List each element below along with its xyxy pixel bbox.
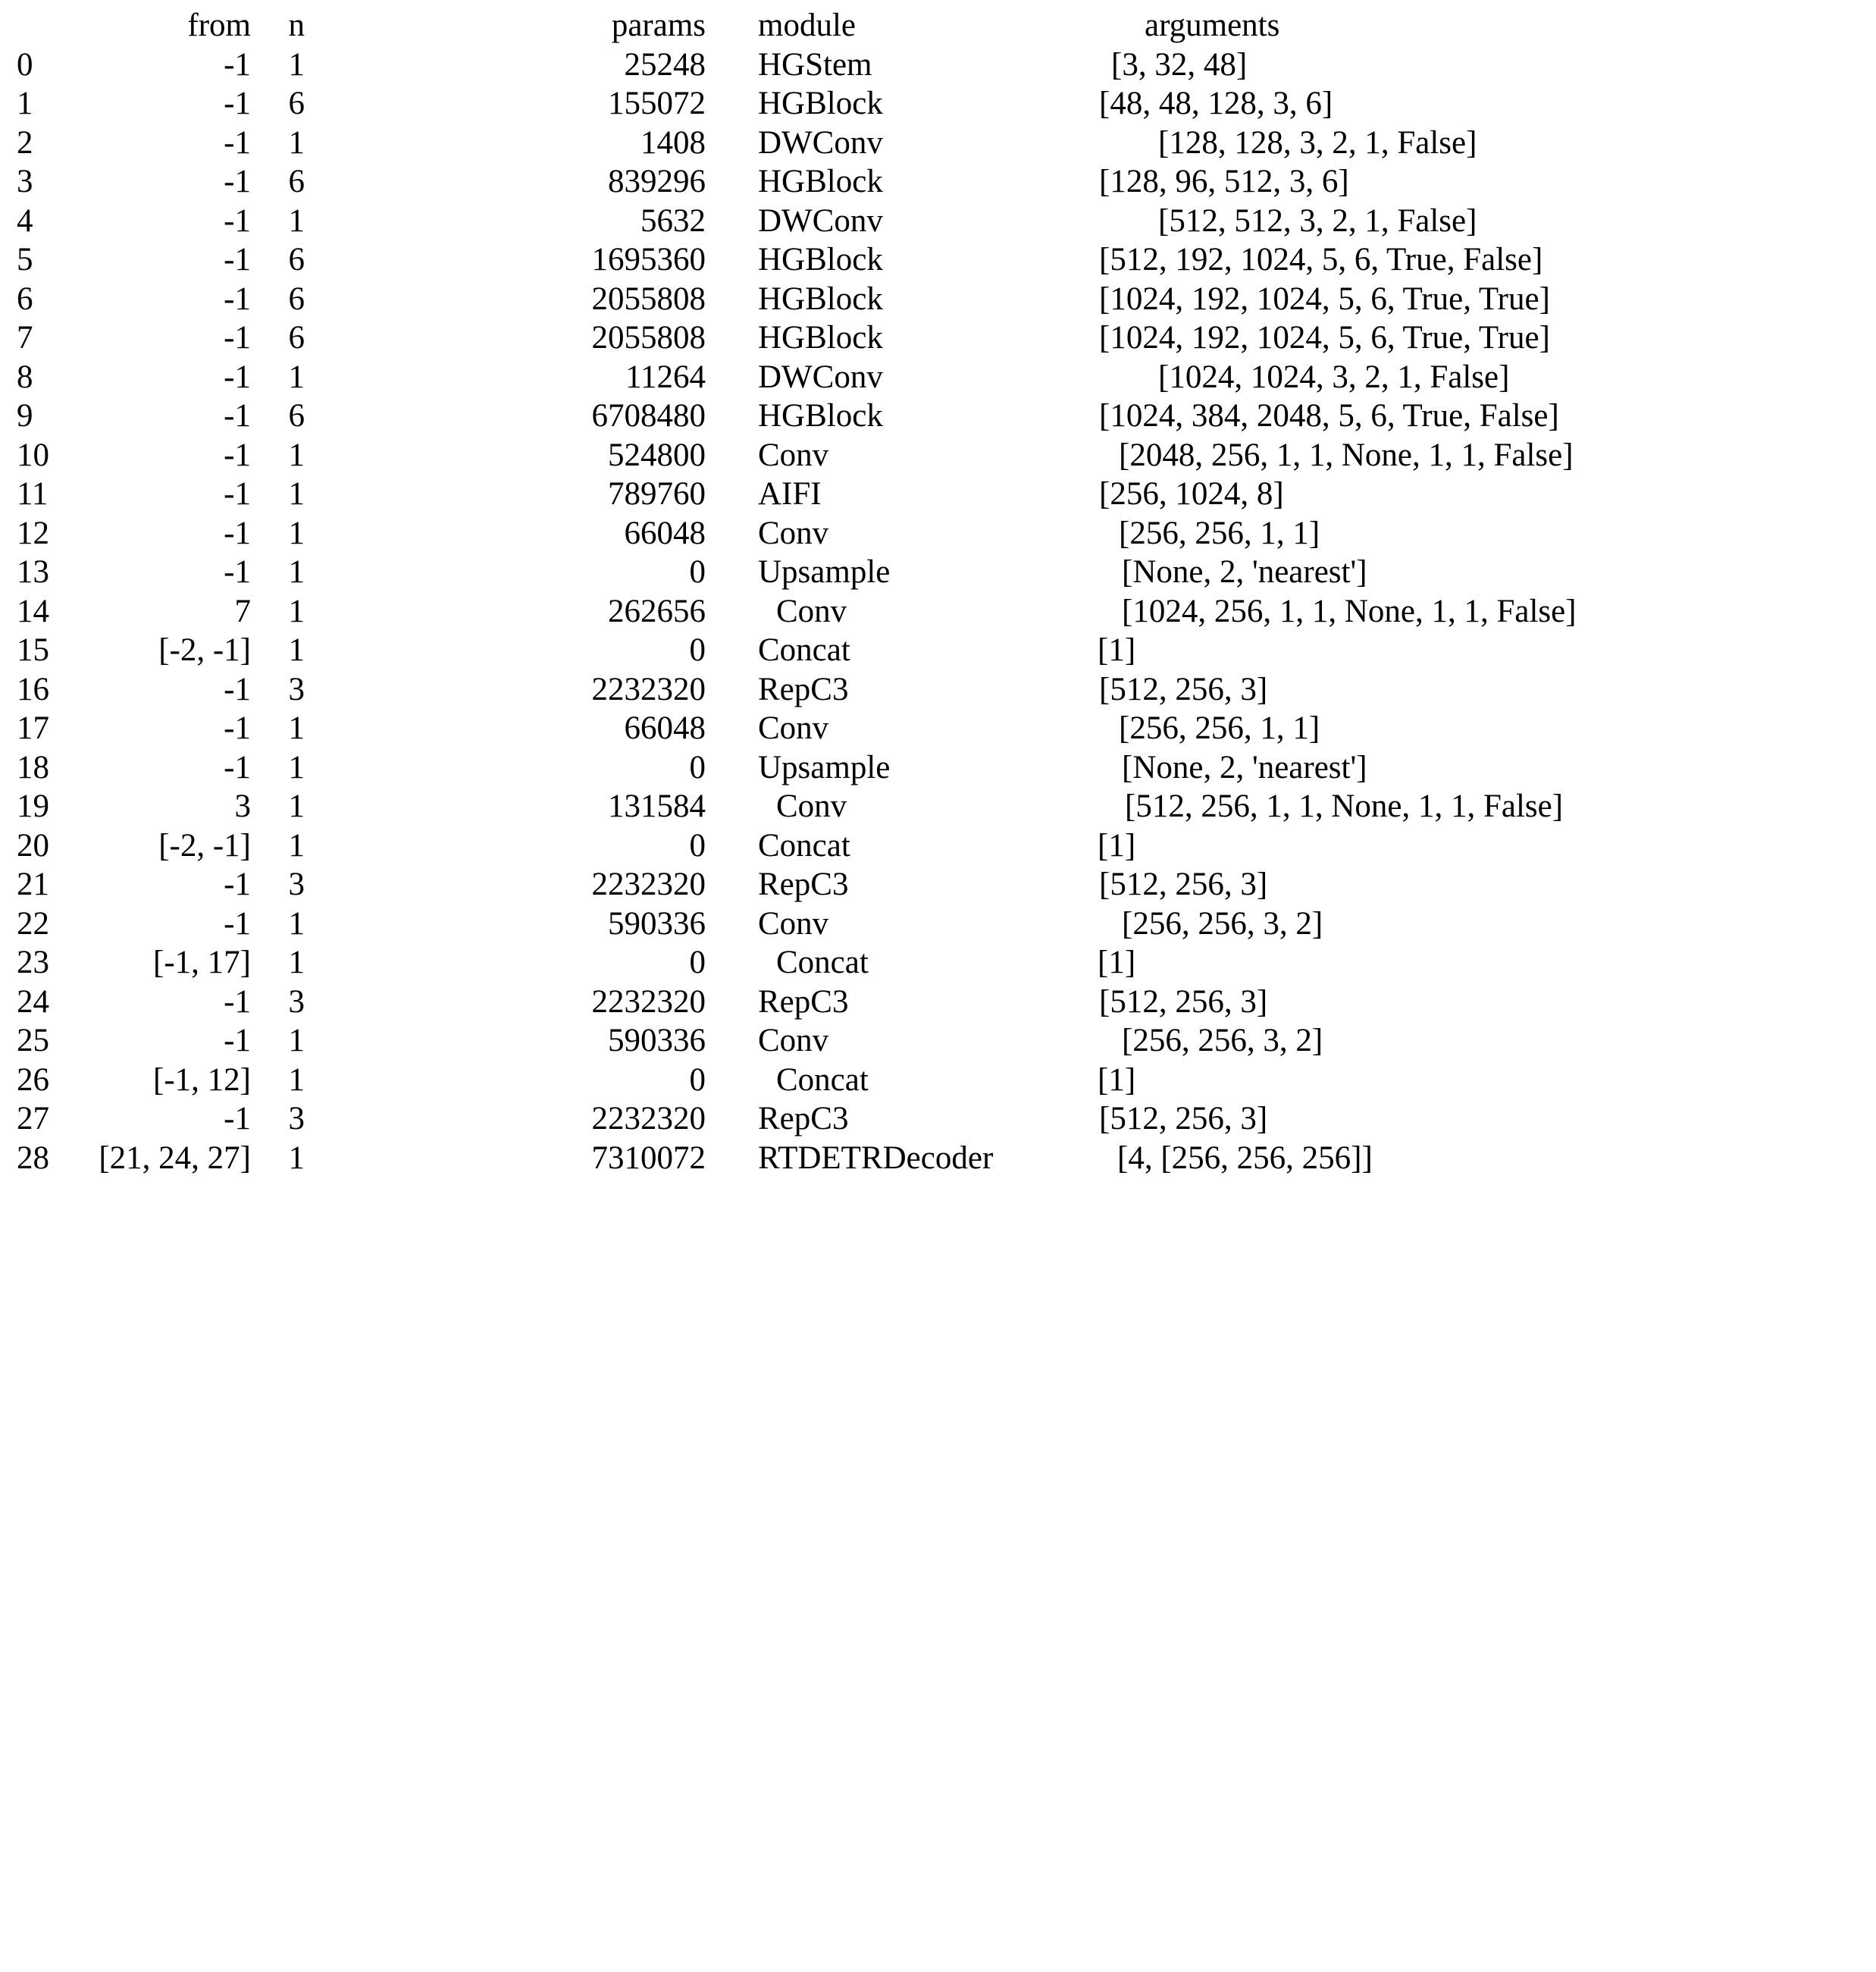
table-row [0,748,1876,788]
cell-params: 131584 [608,788,706,824]
cell-params: 0 [689,632,706,668]
cell-from: [21, 24, 27] [99,1140,251,1176]
cell-params: 262656 [608,593,706,629]
cell-n: 1 [288,515,305,551]
table-row [0,358,1876,397]
cell-n: 1 [288,476,305,512]
cell-layer-index: 15 [17,632,49,668]
cell-params: 5632 [640,202,706,239]
cell-layer-index: 27 [17,1101,49,1136]
cell-params: 6708480 [591,398,706,434]
table-row [0,787,1876,826]
cell-module: Conv [776,593,847,629]
column-header-from: from [187,8,251,43]
cell-params: 789760 [608,476,706,512]
cell-layer-index: 3 [17,164,33,199]
cell-n: 1 [288,945,305,980]
cell-module: Conv [776,788,847,824]
cell-n: 1 [288,359,305,395]
column-header-arguments: arguments [1145,8,1280,43]
cell-params: 2232320 [591,671,706,707]
cell-params: 7310072 [591,1140,706,1176]
cell-arguments: [1] [1098,827,1136,864]
cell-layer-index: 10 [17,437,49,473]
cell-arguments: [512, 256, 3] [1099,1101,1268,1136]
column-header-params: params [611,8,706,43]
cell-arguments: [128, 96, 512, 3, 6] [1099,164,1349,199]
cell-params: 2055808 [591,320,706,356]
cell-module: HGBlock [758,242,883,277]
cell-module: Conv [758,710,829,746]
cell-module: DWConv [758,202,883,239]
cell-arguments: [3, 32, 48] [1111,46,1248,83]
cell-from: 7 [234,593,251,629]
table-row [0,240,1876,280]
cell-layer-index: 22 [17,905,49,942]
cell-arguments: [256, 1024, 8] [1099,476,1284,512]
cell-arguments: [None, 2, 'nearest'] [1122,749,1367,785]
cell-layer-index: 23 [17,945,49,980]
cell-module: HGBlock [758,398,883,434]
cell-n: 3 [288,983,305,1020]
table-row [0,670,1876,710]
table-row [0,318,1876,358]
table-row [0,631,1876,670]
cell-params: 0 [689,945,706,980]
cell-from: -1 [224,281,251,317]
cell-n: 6 [288,242,305,277]
cell-n: 6 [288,164,305,199]
cell-module: Conv [758,437,829,473]
cell-params: 590336 [608,905,706,942]
cell-layer-index: 21 [17,867,49,902]
cell-module: Concat [776,1061,869,1098]
cell-params: 839296 [608,164,706,199]
cell-module: HGBlock [758,281,883,317]
cell-module: RepC3 [758,671,849,707]
cell-n: 6 [288,320,305,356]
cell-params: 0 [689,749,706,785]
cell-layer-index: 0 [17,46,33,83]
cell-params: 11264 [625,359,706,395]
cell-from: [-1, 12] [153,1061,251,1098]
table-row [0,202,1876,241]
cell-module: Concat [776,945,869,980]
cell-module: AIFI [758,476,822,512]
cell-from: -1 [224,749,251,785]
table-row [0,514,1876,553]
cell-module: Concat [758,827,850,864]
cell-module: Concat [758,632,850,668]
cell-params: 66048 [624,710,706,746]
cell-arguments: [1024, 256, 1, 1, None, 1, 1, False] [1122,593,1577,629]
cell-params: 590336 [608,1023,706,1058]
table-row [0,45,1876,85]
cell-arguments: [256, 256, 1, 1] [1119,515,1320,551]
cell-layer-index: 5 [17,242,33,277]
table-row [0,1061,1876,1100]
cell-arguments: [512, 256, 3] [1099,867,1268,902]
cell-arguments: [512, 256, 3] [1099,671,1268,707]
cell-module: Conv [758,1023,829,1058]
cell-params: 0 [689,554,706,590]
cell-n: 1 [288,827,305,864]
table-row [0,436,1876,475]
table-row [0,1139,1876,1178]
cell-params: 25248 [624,46,706,83]
table-row [0,592,1876,632]
table-row [0,475,1876,514]
cell-params: 2055808 [591,281,706,317]
cell-layer-index: 16 [17,671,49,707]
cell-from: -1 [224,398,251,434]
cell-arguments: [512, 256, 3] [1099,983,1268,1020]
cell-arguments: [1024, 192, 1024, 5, 6, True, True] [1099,281,1550,317]
cell-from: -1 [224,905,251,942]
cell-from: -1 [224,710,251,746]
cell-params: 1695360 [591,242,706,277]
cell-n: 1 [288,437,305,473]
cell-module: HGBlock [758,320,883,356]
cell-from: -1 [224,515,251,551]
cell-from: -1 [224,359,251,395]
cell-params: 66048 [624,515,706,551]
cell-n: 3 [288,1101,305,1136]
cell-from: -1 [224,437,251,473]
cell-from: -1 [224,202,251,239]
cell-n: 1 [288,124,305,161]
cell-arguments: [1] [1098,1061,1136,1098]
cell-layer-index: 9 [17,398,33,434]
cell-n: 1 [288,1140,305,1176]
cell-from: [-2, -1] [158,827,251,864]
cell-params: 1408 [640,124,706,161]
cell-params: 155072 [608,86,706,121]
cell-params: 2232320 [591,1101,706,1136]
cell-n: 1 [288,202,305,239]
cell-from: -1 [224,1101,251,1136]
cell-arguments: [1] [1098,632,1136,668]
cell-n: 1 [288,749,305,785]
cell-arguments: [1024, 384, 2048, 5, 6, True, False] [1099,398,1559,434]
cell-layer-index: 1 [17,86,33,121]
cell-module: DWConv [758,124,883,161]
cell-n: 1 [288,554,305,590]
cell-n: 1 [288,46,305,83]
cell-from: -1 [224,476,251,512]
cell-module: RepC3 [758,867,849,902]
cell-from: -1 [224,554,251,590]
cell-params: 0 [689,827,706,864]
cell-layer-index: 26 [17,1061,49,1098]
cell-params: 0 [689,1061,706,1098]
table-row [0,983,1876,1022]
cell-layer-index: 28 [17,1140,49,1176]
cell-layer-index: 6 [17,281,33,317]
cell-from: [-1, 17] [153,945,251,980]
cell-arguments: [2048, 256, 1, 1, None, 1, 1, False] [1119,437,1574,473]
cell-layer-index: 20 [17,827,49,864]
cell-from: [-2, -1] [158,632,251,668]
cell-module: Upsample [758,554,891,590]
table-row [0,124,1876,163]
table-row [0,162,1876,202]
cell-module: RTDETRDecoder [758,1140,994,1176]
cell-n: 3 [288,671,305,707]
cell-layer-index: 4 [17,202,33,239]
table-row [0,865,1876,904]
cell-arguments: [None, 2, 'nearest'] [1122,554,1367,590]
table-row [0,1099,1876,1139]
cell-arguments: [512, 256, 1, 1, None, 1, 1, False] [1125,788,1564,824]
cell-layer-index: 19 [17,788,49,824]
cell-layer-index: 13 [17,554,49,590]
cell-from: -1 [224,983,251,1020]
cell-from: -1 [224,164,251,199]
table-row [0,826,1876,866]
cell-module: Upsample [758,749,891,785]
cell-arguments: [1] [1098,945,1136,980]
cell-n: 1 [288,788,305,824]
column-header-module: module [758,8,856,43]
cell-from: -1 [224,1023,251,1058]
cell-layer-index: 17 [17,710,49,746]
cell-module: Conv [758,905,829,942]
cell-arguments: [512, 192, 1024, 5, 6, True, False] [1099,242,1543,277]
cell-module: DWConv [758,359,883,395]
cell-arguments: [1024, 1024, 3, 2, 1, False] [1158,359,1510,395]
table-row [0,709,1876,748]
table-row [0,943,1876,983]
cell-from: -1 [224,46,251,83]
table-row [0,84,1876,124]
cell-n: 6 [288,86,305,121]
cell-arguments: [48, 48, 128, 3, 6] [1099,86,1333,121]
cell-layer-index: 24 [17,983,49,1020]
cell-layer-index: 25 [17,1023,49,1058]
table-row [0,280,1876,319]
cell-module: RepC3 [758,983,849,1020]
cell-layer-index: 11 [17,476,49,512]
cell-from: -1 [224,124,251,161]
cell-module: HGBlock [758,164,883,199]
cell-arguments: [1024, 192, 1024, 5, 6, True, True] [1099,320,1550,356]
table-row [0,904,1876,944]
cell-n: 1 [288,1061,305,1098]
cell-layer-index: 18 [17,749,49,785]
table-row [0,1021,1876,1061]
cell-layer-index: 2 [17,124,33,161]
cell-from: -1 [224,242,251,277]
cell-n: 6 [288,398,305,434]
cell-module: Conv [758,515,829,551]
cell-from: -1 [224,86,251,121]
cell-n: 1 [288,710,305,746]
cell-arguments: [256, 256, 3, 2] [1122,905,1323,942]
cell-layer-index: 8 [17,359,33,395]
cell-module: RepC3 [758,1101,849,1136]
cell-layer-index: 7 [17,320,33,356]
cell-n: 1 [288,1023,305,1058]
cell-arguments: [512, 512, 3, 2, 1, False] [1158,202,1477,239]
column-header-n: n [288,8,305,43]
table-row [0,553,1876,592]
cell-module: HGBlock [758,86,883,121]
cell-n: 1 [288,905,305,942]
cell-params: 524800 [608,437,706,473]
cell-params: 2232320 [591,983,706,1020]
cell-from: -1 [224,867,251,902]
table-header-row [0,6,1876,45]
cell-arguments: [256, 256, 1, 1] [1119,710,1320,746]
cell-n: 1 [288,632,305,668]
cell-n: 3 [288,867,305,902]
cell-params: 2232320 [591,867,706,902]
cell-layer-index: 14 [17,593,49,629]
cell-from: -1 [224,320,251,356]
cell-module: HGStem [758,46,872,83]
cell-from: 3 [234,788,251,824]
table-row [0,397,1876,436]
cell-arguments: [128, 128, 3, 2, 1, False] [1158,124,1477,161]
cell-n: 1 [288,593,305,629]
cell-from: -1 [224,671,251,707]
cell-arguments: [256, 256, 3, 2] [1122,1023,1323,1058]
cell-layer-index: 12 [17,515,49,551]
cell-n: 6 [288,281,305,317]
cell-arguments: [4, [256, 256, 256]] [1117,1140,1373,1176]
